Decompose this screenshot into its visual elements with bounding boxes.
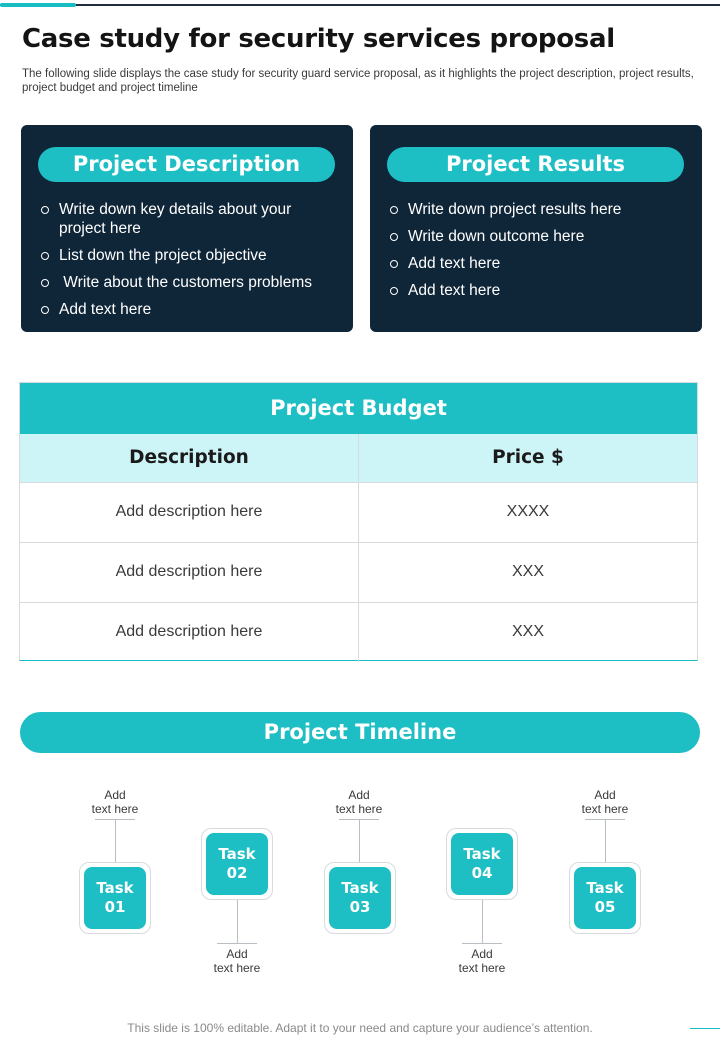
list-item xyxy=(39,273,334,292)
table-cell-price: XXXX xyxy=(506,503,550,520)
bullet-circle-icon xyxy=(41,279,49,287)
list-item-text: Add text here xyxy=(408,255,501,272)
list-item xyxy=(39,246,334,265)
list-item-text: Write down project results here xyxy=(408,201,622,218)
task-05-note-text: Add text here xyxy=(581,788,629,816)
task-01-note-text: Add text here xyxy=(91,788,139,816)
project-timeline-heading: Project Timeline xyxy=(20,712,700,753)
task-01-label: Task 01 xyxy=(84,867,146,929)
task-01-box xyxy=(79,862,151,934)
task-03-note xyxy=(324,788,394,816)
task-02-note-rule xyxy=(217,943,257,944)
task-03-box xyxy=(324,862,396,934)
list-item xyxy=(388,227,683,246)
project-description-card xyxy=(21,125,353,332)
table-cell-description: Add description here xyxy=(20,483,359,542)
table-cell-description: Add description here xyxy=(20,603,359,662)
footer-note: This slide is 100% editable. Adapt it to your need and capture your audience’s attention. xyxy=(127,1021,593,1035)
top-accent-bar xyxy=(0,3,76,7)
project-results-card xyxy=(370,125,702,332)
table-cell-price: XXX xyxy=(511,623,544,640)
task-02-connector xyxy=(237,900,238,943)
task-04-box xyxy=(446,828,518,900)
task-03-connector xyxy=(359,819,360,863)
table-row xyxy=(20,482,697,542)
task-04-note xyxy=(447,947,517,975)
top-rule xyxy=(0,4,720,6)
footer-accent-rule xyxy=(690,1028,720,1029)
task-05-connector xyxy=(605,819,606,863)
page-title: Case study for security services proposal xyxy=(22,24,615,54)
bullet-circle-icon xyxy=(41,306,49,314)
task-01-note xyxy=(80,788,150,816)
task-04-note-rule xyxy=(462,943,502,944)
task-02-box xyxy=(201,828,273,900)
project-description-list xyxy=(39,200,334,327)
list-item-text: Write about the customers problems xyxy=(59,274,312,291)
list-item xyxy=(39,300,334,319)
page-subtitle: The following slide displays the case study for security guard service proposal, as it highlights the project description, project results, project budget and project timeline xyxy=(22,68,694,94)
list-item xyxy=(388,254,683,273)
table-cell-description: Add description here xyxy=(20,543,359,602)
table-cell-price: XXX xyxy=(511,563,544,580)
task-02-label: Task 02 xyxy=(206,833,268,895)
project-budget-table xyxy=(19,382,698,661)
list-item-text: Write down outcome here xyxy=(408,228,585,245)
list-item xyxy=(39,200,334,238)
list-item-text: Add text here xyxy=(59,301,152,318)
task-03-note-text: Add text here xyxy=(335,788,383,816)
table-header-row xyxy=(20,434,697,482)
list-item-text: Write down key details about your project here xyxy=(59,201,292,237)
project-results-list xyxy=(388,200,683,308)
column-header-price: Price $ xyxy=(492,447,564,468)
task-05-note xyxy=(570,788,640,816)
task-01-connector xyxy=(115,819,116,863)
list-item xyxy=(388,200,683,219)
table-row xyxy=(20,602,697,662)
bullet-circle-icon xyxy=(41,252,49,260)
task-02-note-text: Add text here xyxy=(213,947,261,975)
task-04-label: Task 04 xyxy=(451,833,513,895)
table-row xyxy=(20,542,697,602)
list-item xyxy=(388,281,683,300)
project-budget-heading: Project Budget xyxy=(20,383,697,434)
project-description-heading: Project Description xyxy=(38,147,335,182)
bullet-circle-icon xyxy=(390,260,398,268)
bullet-circle-icon xyxy=(390,233,398,241)
task-05-box xyxy=(569,862,641,934)
task-03-label: Task 03 xyxy=(329,867,391,929)
task-04-connector xyxy=(482,900,483,943)
bullet-circle-icon xyxy=(390,287,398,295)
task-02-note xyxy=(202,947,272,975)
list-item-text: Add text here xyxy=(408,282,501,299)
bullet-circle-icon xyxy=(390,206,398,214)
bullet-circle-icon xyxy=(41,206,49,214)
project-results-heading: Project Results xyxy=(387,147,684,182)
task-05-label: Task 05 xyxy=(574,867,636,929)
list-item-text: List down the project objective xyxy=(59,247,267,264)
column-header-description: Description xyxy=(20,434,359,482)
task-04-note-text: Add text here xyxy=(458,947,506,975)
